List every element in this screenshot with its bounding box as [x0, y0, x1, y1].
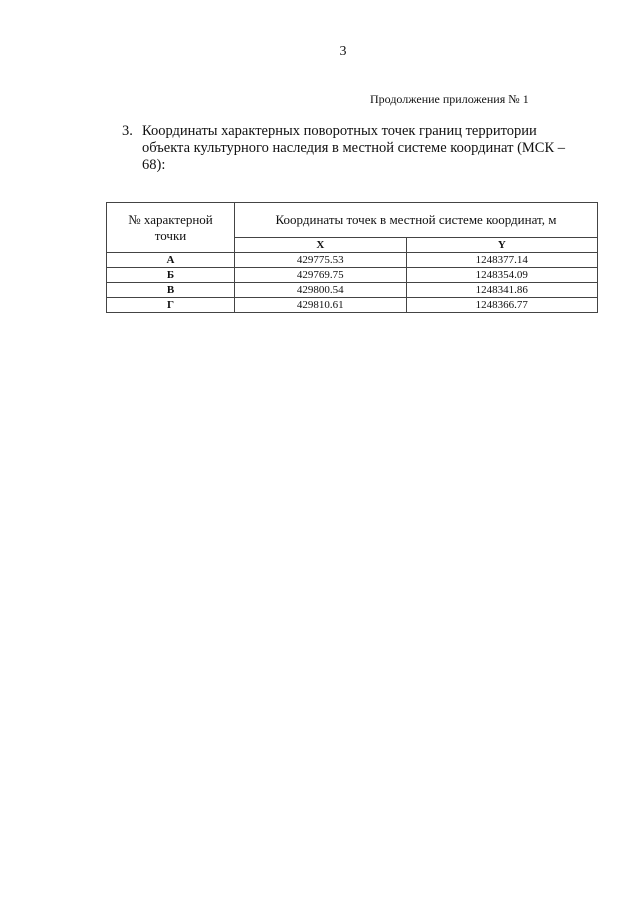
table-row: [107, 253, 598, 268]
y-cell: 1248341.86: [406, 283, 597, 298]
point-header-line-1: № характерной: [128, 211, 213, 227]
y-header: Y: [406, 238, 597, 253]
section-3: [122, 123, 612, 174]
x-cell: 429775.53: [235, 253, 407, 268]
x-header: X: [235, 238, 407, 253]
point-cell: А: [107, 253, 235, 268]
section-title-line-3: 68):: [142, 157, 166, 173]
y-cell: 1248366.77: [406, 298, 597, 313]
y-cell: 1248354.09: [406, 268, 597, 283]
point-cell: Б: [107, 268, 235, 283]
section-title-line-2: объекта культурного наследия в местной системе координат (МСК –: [142, 140, 566, 156]
x-cell: 429800.54: [235, 283, 407, 298]
table-row: [107, 283, 598, 298]
point-header-line-2: точки: [154, 227, 187, 243]
page-number: 3: [339, 44, 347, 59]
point-cell: В: [107, 283, 235, 298]
x-cell: 429810.61: [235, 298, 407, 313]
table-row: [107, 268, 598, 283]
y-cell: 1248377.14: [406, 253, 597, 268]
appendix-note: Продолжение приложения № 1: [370, 92, 529, 106]
point-cell: Г: [107, 298, 235, 313]
point-number-header: [107, 203, 235, 253]
coordinates-header: Координаты точек в местной системе координат, м: [235, 203, 598, 238]
table-row: [107, 298, 598, 313]
coordinates-table: [106, 202, 598, 313]
x-cell: 429769.75: [235, 268, 407, 283]
section-number: 3.: [122, 123, 133, 139]
section-line-1: [122, 123, 612, 140]
table-header-row: [107, 203, 598, 238]
section-title-line-1: Координаты характерных поворотных точек границ территории: [142, 123, 537, 139]
